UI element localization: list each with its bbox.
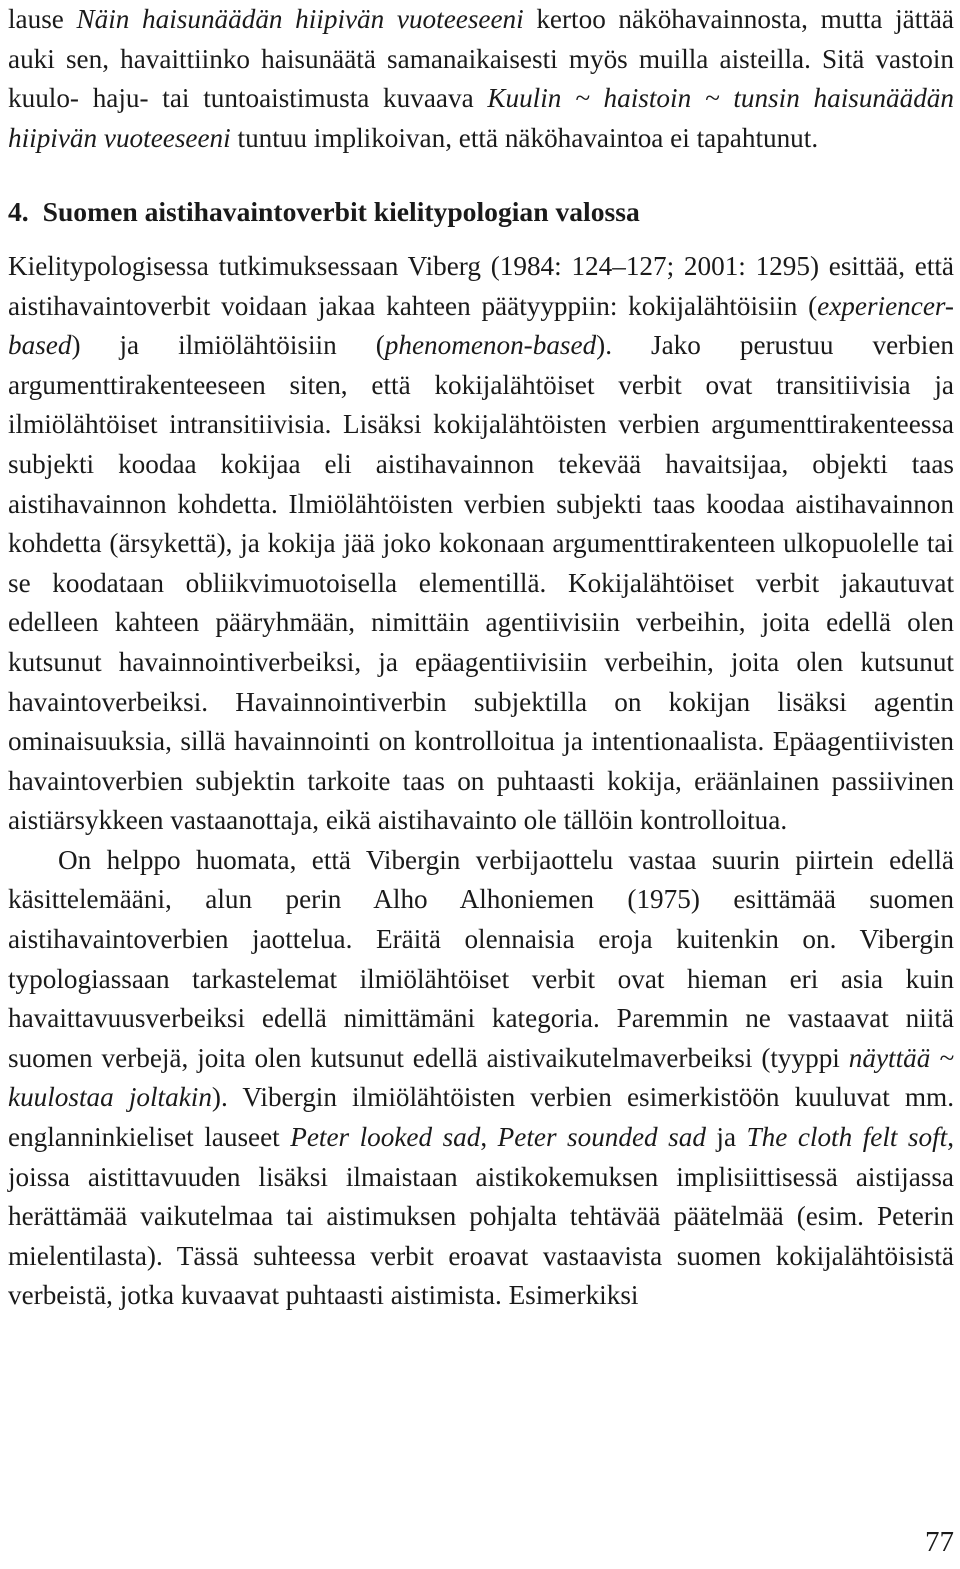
paragraph-body-2	[8, 841, 954, 1316]
text-run: ). Jako perustuu verbien argumenttirakenteeseen siten, että kokijalähtöiset verbit ovat transitiivisia ja ilmiölähtöiset intransitiivisia. Lisäksi kokijalähtöisten verbien argumenttirakenteessa subjekti koodaa kokijaa eli aistihavainnon tekevää havaitsijaa, objekti taas aistihavainnon kohdetta. Ilmiölähtöisten verbien subjekti taas koodaa aistihavainnon kohdetta (ärsykettä), ja kokija jää joko kokonaan argumenttirakenteen ulkopuolelle tai se koodataan obliikvimuotoisella elementillä. Kokijalähtöiset verbit jakautuvat edelleen kahteen pääryhmään, nimittäin agentiivisiin verbeihin, joita edellä olen kutsunut havainnointiverbeiksi, ja epäagentiivisiin verbeihin, joita olen kutsunut havaintoverbeiksi. Havainnointiverbin subjektilla on kokijan lisäksi agentin ominaisuuksia, sillä havainnointi on kontrolloitua ja intentionaalista. Epäagentiivisten havaintoverbien subjektin tarkoite taas on puhtaasti kokija, eräänlainen passiivinen aistiärsykkeen vastaanottaja, eikä aistihavainto ole tällöin kontrolloitua.	[8, 330, 954, 836]
text-run: On helppo huomata, että Vibergin verbijaottelu vastaa suurin piirtein edellä käsittelemääni, alun perin Alho Alhoniemen (1975) esittämää suomen aistihavaintoverbien jaottelua. Eräitä olennaisia eroja kuitenkin on. Vibergin typologiassaan tarkastelemat ilmiölähtöiset verbit ovat hieman eri asia kuin havaittavuusverbeiksi edellä nimittämäni kategoria. Paremmin ne vastaavat niitä suomen verbejä, joita olen kutsunut edellä aistivaikutelmaverbeiksi (tyyppi	[8, 844, 954, 1073]
text-run: , joissa aistittavuuden lisäksi ilmaistaan aistikokemuksen implisiittisessä aistijassa herättämää vaikutelmaa tai aistimuksen pohjalta tehtävää päätelmää (esim. Peterin mielentilasta). Tässä suhteessa verbit eroavat vastaavista suomen kokijalähtöisistä verbeistä, jotka kuvaavat puhtaasti aistimista. Esimerkiksi	[8, 1122, 954, 1311]
italic-text-run: Peter sounded sad	[497, 1122, 706, 1153]
text-run: kertoo näköhavainnosta, mutta jättää auki sen, havaittiinko haisunäätä samanaikaisesti myös muilla aisteilla. Sitä vastoin kuulo- haju- tai tuntoaistimusta kuvaava	[8, 4, 954, 114]
section-title: Suomen aistihavaintoverbit kielitypologian valossa	[42, 196, 640, 228]
section-heading	[8, 192, 954, 232]
italic-text-run: Peter looked sad	[290, 1122, 481, 1153]
paragraph-body-1	[8, 247, 954, 841]
italic-text-run: The cloth felt soft	[746, 1122, 948, 1153]
text-run: ) ja ilmiölähtöisiin (	[71, 330, 385, 361]
italic-text-run: näyttää ~ kuulostaa joltakin	[8, 1042, 954, 1113]
italic-text-run: Näin haisunäädän hiipivän vuoteeseeni	[76, 4, 524, 34]
text-run: tuntuu implikoivan, että näköhavaintoa ei tapahtunut.	[230, 122, 819, 153]
paragraph-continued	[8, 0, 954, 158]
text-run: ,	[480, 1122, 498, 1153]
text-run: ). Vibergin ilmiölähtöisten verbien esimerkistöön kuuluvat mm. englanninkieliset lauseet	[8, 1082, 954, 1153]
document-page	[8, 0, 954, 1316]
text-run: Kielitypologisessa tutkimuksessaan Viberg (1984: 124–127; 2001: 1295) esittää, että aistihavaintoverbit voidaan jakaa kahteen päätyyppiin: kokijalähtöisiin (	[8, 250, 954, 321]
italic-text-run: Kuulin ~ haistoin ~ tunsin haisunäädän hiipivän vuoteeseeni	[8, 83, 954, 153]
text-run: lause	[8, 4, 77, 34]
italic-text-run: phenomenon-based	[384, 330, 597, 361]
section-number: 4.	[8, 196, 29, 228]
text-run: ja	[705, 1122, 747, 1153]
page-number: 77	[925, 1526, 954, 1558]
italic-text-run: experiencer-based	[8, 290, 954, 361]
